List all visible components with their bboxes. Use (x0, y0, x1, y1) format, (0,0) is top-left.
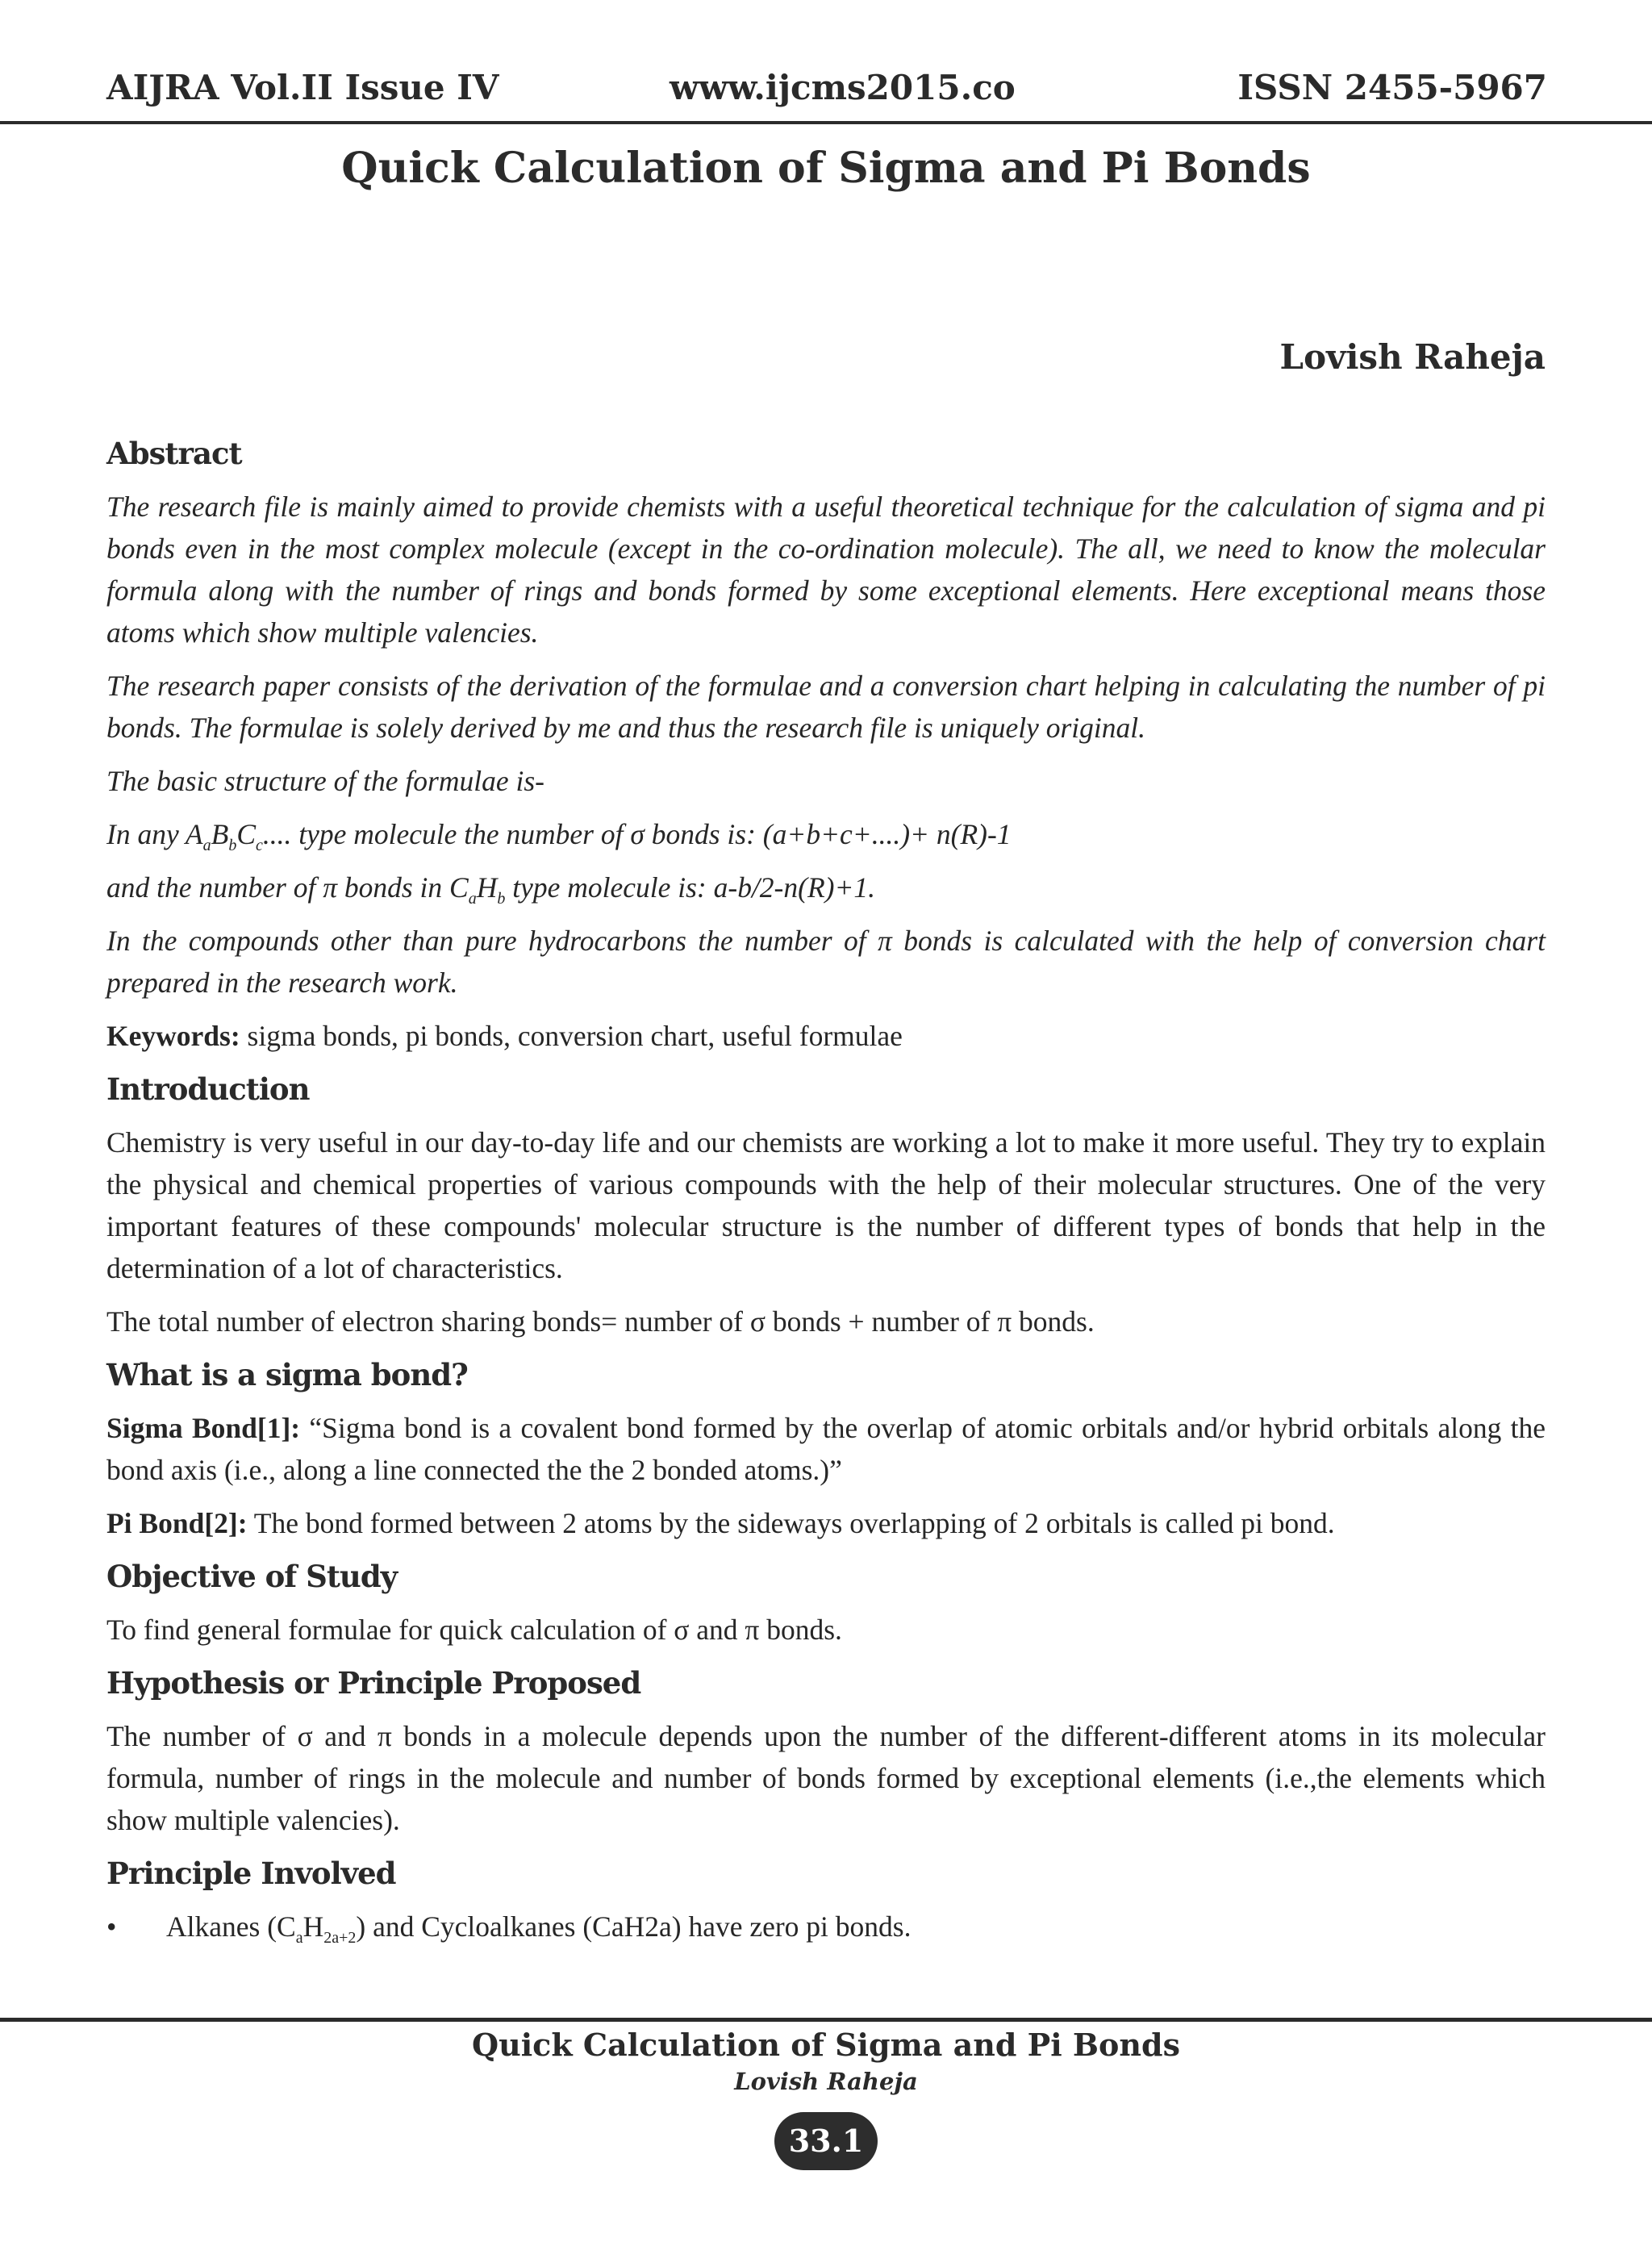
formula-text: H (476, 871, 498, 904)
formula-subscript: 2a+2 (323, 1929, 357, 1948)
bullet-icon: • (106, 1910, 117, 1943)
formula-text: type molecule is: a-b/2-n(R)+1. (505, 871, 876, 904)
formula-text: Alkanes (C (166, 1910, 296, 1943)
formula-subscript: a (295, 1929, 303, 1948)
sigma-text: “Sigma bond is a covalent bond formed by the overlap of atomic orbitals and/or hybrid orbitals along the bond axis (i.e., along a line connected the the 2 bonded atoms.)” (106, 1412, 1546, 1486)
introduction-paragraph-2: The total number of electron sharing bonds= number of σ bonds + number of π bonds. (106, 1305, 1095, 1338)
formula-subscript: b (497, 890, 506, 908)
footer-author: Lovish Raheja (734, 2068, 918, 2095)
formula-text: and the number of π bonds in C (106, 871, 469, 904)
formula-subscript: a (468, 890, 477, 908)
paper-author: Lovish Raheja (1279, 337, 1546, 377)
sigma-heading: What is a sigma bond? (106, 1357, 468, 1392)
formula-text: ) and Cycloalkanes (CaH2a) have zero pi bonds. (356, 1910, 912, 1943)
paper-title: Quick Calculation of Sigma and Pi Bonds (341, 144, 1311, 193)
sigma-label: Sigma Bond[1]: (106, 1412, 301, 1444)
hypothesis-text: The number of σ and π bonds in a molecule depends upon the number of the different-different atoms in its molecular formula, number of rings in the molecule and number of bonds formed by exceptional elements (i.e.,the elements which show multiple valencies). (106, 1720, 1546, 1836)
paper-body (106, 432, 1546, 1948)
keywords-text: sigma bonds, pi bonds, conversion chart, useful formulae (240, 1020, 903, 1052)
abstract-paragraph-2: The research paper consists of the derivation of the formulae and a conversion chart helping in calculating the number of pi bonds. The formulae is solely derived by me and thus the research file is uniquely original. (106, 670, 1546, 744)
pi-definition (106, 1502, 1546, 1544)
abstract-paragraph-3: The basic structure of the formulae is- (106, 765, 544, 797)
journal-name: AIJRA Vol.II Issue IV (106, 68, 499, 107)
formula-subscript: c (256, 837, 263, 855)
page-number-badge: 33.1 (774, 2112, 878, 2170)
list-item (106, 1906, 1546, 1948)
formula-subscript: b (228, 837, 237, 855)
sigma-formula (106, 813, 1546, 855)
footer-title: Quick Calculation of Sigma and Pi Bonds (472, 2027, 1180, 2063)
objective-heading: Objective of Study (106, 1559, 398, 1594)
journal-website: www.ijcms2015.co (670, 68, 1016, 107)
bullet-text (166, 1906, 911, 1948)
running-header (0, 68, 1652, 124)
introduction-paragraph-1: Chemistry is very useful in our day-to-day life and our chemists are working a lot to make it more useful. They try to explain the physical and chemical properties of various compounds with the help of their molecular structures. One of the very important features of these compounds' molecular structure is the number of different types of bonds that help in the determination of a lot of characteristics. (106, 1126, 1546, 1284)
introduction-heading: Introduction (106, 1071, 310, 1107)
keywords-line (106, 1015, 1546, 1057)
hypothesis-heading: Hypothesis or Principle Proposed (106, 1665, 641, 1701)
formula-text: In any A (106, 818, 203, 850)
abstract-heading: Abstract (106, 436, 242, 471)
abstract-paragraph-4: In the compounds other than pure hydrocarbons the number of π bonds is calculated with the help of conversion chart prepared in the research work. (106, 925, 1546, 999)
pi-label: Pi Bond[2]: (106, 1507, 248, 1539)
header-rule (0, 121, 1652, 124)
formula-text: H (302, 1910, 324, 1943)
pi-formula (106, 866, 1546, 908)
principle-heading: Principle Involved (106, 1856, 396, 1891)
keywords-label: Keywords: (106, 1020, 240, 1052)
formula-text: C (236, 818, 256, 850)
pi-text: The bond formed between 2 atoms by the sideways overlapping of 2 orbitals is called pi bond. (247, 1507, 1335, 1539)
sigma-definition (106, 1407, 1546, 1491)
abstract-paragraph-1: The research file is mainly aimed to provide chemists with a useful theoretical technique for the calculation of sigma and pi bonds even in the most complex molecule (except in the co-ordination molecule). The all, we need to know the molecular formula along with the number of rings and bonds formed by some exceptional elements. Here exceptional means those atoms which show multiple valencies. (106, 491, 1546, 649)
formula-text: B (211, 818, 229, 850)
formula-text: .... type molecule the number of σ bonds is: (a+b+c+....)+ n(R)-1 (262, 818, 1012, 850)
footer-rule (0, 2018, 1652, 2022)
issn-number: ISSN 2455-5967 (1237, 68, 1547, 107)
formula-subscript: a (202, 837, 211, 855)
objective-text: To find general formulae for quick calculation of σ and π bonds. (106, 1614, 842, 1646)
